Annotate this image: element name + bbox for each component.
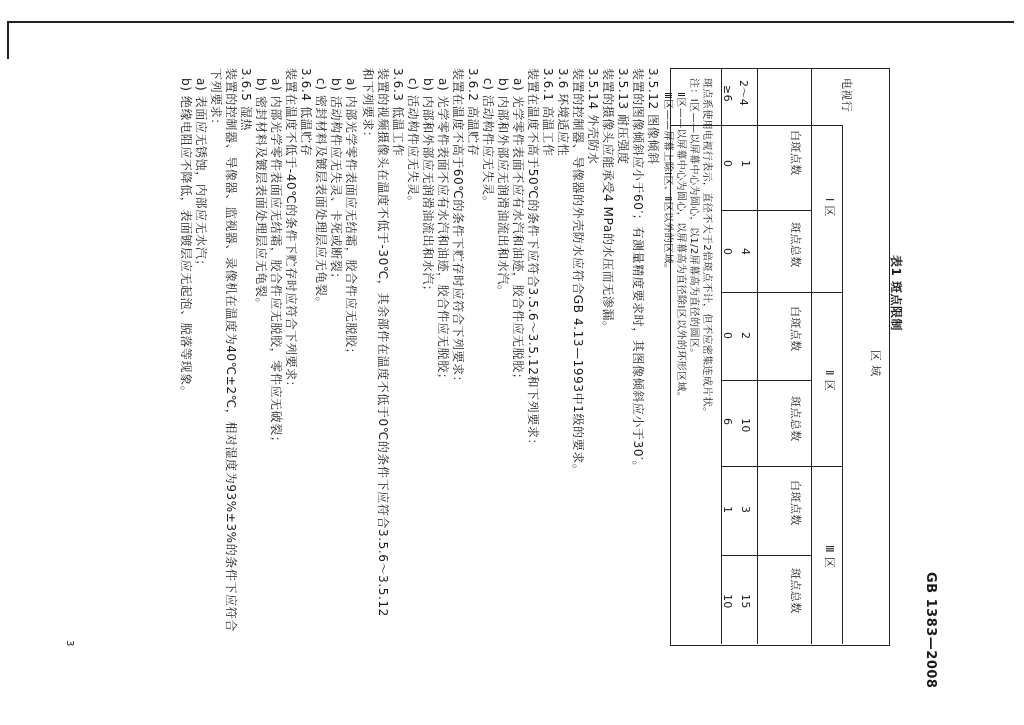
table-line bbox=[721, 68, 722, 644]
table-line bbox=[757, 68, 758, 644]
body-line: 装置在温度不低于-40℃的条件下贮存时应符合下列要求： bbox=[284, 68, 298, 394]
body-line: 装置的控制器、导像器的外壳防水应符合GB 4.13—1993中1级的要求。 bbox=[571, 68, 585, 477]
table-line bbox=[721, 292, 812, 293]
table-cell: 10 bbox=[721, 594, 734, 609]
row-label: ≥6 bbox=[721, 85, 734, 103]
table-line bbox=[721, 555, 812, 556]
col-header: 斑点总数 bbox=[789, 568, 802, 614]
body-line: 3.6 环境适应性 bbox=[556, 68, 570, 157]
body-line: 3.5.13 耐压强度 bbox=[616, 68, 630, 165]
top-rule bbox=[8, 21, 1014, 23]
col-header: 斑点总数 bbox=[789, 222, 802, 268]
table-caption: 表1 斑点限制 bbox=[889, 255, 903, 332]
table-cell: 6 bbox=[721, 418, 734, 426]
table-line bbox=[721, 210, 812, 211]
corner-mark bbox=[7, 21, 9, 59]
body-line: 装置在温度不高于60℃的条件下贮存时应符合下列要求： bbox=[451, 68, 465, 389]
table-line bbox=[721, 380, 812, 381]
table-cell: 0 bbox=[721, 248, 734, 256]
body-line: a) 光学零件表面不应有水汽和油迹，胶合件应无脱胶； bbox=[511, 78, 525, 386]
col-header: 白斑点数 bbox=[789, 480, 802, 526]
table-cell: 0 bbox=[721, 160, 734, 168]
table-cell: 1 bbox=[739, 160, 752, 168]
body-line: 3.6.4 低温贮存 bbox=[299, 68, 313, 157]
zone-label-1: Ⅰ 区 bbox=[823, 198, 836, 217]
standard-number: GB 1383—2008 bbox=[923, 572, 938, 689]
body-line: b) 内部和外部应无润滑油流出和水汽； bbox=[421, 78, 435, 298]
table-note: 注：Ⅰ区——以屏幕中心为圆心，以1/2屏幕高为直径的圆区。 bbox=[688, 78, 699, 359]
body-line: 下列要求： bbox=[209, 68, 223, 132]
table-row-header: 电视行 bbox=[840, 78, 853, 113]
body-line: 3.6.3 低温工作 bbox=[391, 68, 405, 157]
table-note: Ⅱ区——以屏幕中心为圆心，以屏幕高为直径除Ⅰ区以外的环形区域。 bbox=[675, 92, 686, 403]
body-line: c) 活动构件应无失灵。 bbox=[406, 78, 420, 209]
table-cell: 4 bbox=[739, 248, 752, 256]
body-line: 装置在温度不高于50℃的条件下应符合3.5.6～3.5.12和下列要求： bbox=[526, 68, 540, 452]
body-line: c) 密封材料及镀层表面处理层应无龟裂。 bbox=[314, 78, 328, 310]
body-line: 装置的视频摄像头在温度不低于-30℃，其余部件在温度不低于0℃的条件下应符合3.5.6～3.5.12 bbox=[376, 68, 390, 617]
table-cell: 3 bbox=[739, 506, 752, 514]
body-line: 3.5.14 外壳防水 bbox=[586, 68, 600, 165]
table-cell: 0 bbox=[721, 332, 734, 340]
body-line: c) 活动构件应无失灵。 bbox=[481, 78, 495, 209]
table-cell: 1 bbox=[721, 506, 734, 514]
col-header: 斑点总数 bbox=[789, 396, 802, 442]
zone-label-3: Ⅲ 区 bbox=[823, 545, 836, 569]
table-cell: 15 bbox=[739, 594, 752, 609]
body-line: a) 内部光学零件表面应无结霜，胶合件应无脱胶； bbox=[344, 78, 358, 361]
body-line: 装置的图像倾斜应小于60′；有测量精度要求时，其图像倾斜应小于30′。 bbox=[631, 68, 645, 473]
body-line: 装置的摄像头应能承受4 MPa的水压而无渗漏。 bbox=[601, 68, 615, 334]
body-line: a) 内部光学零件表面应无结霜，胶合件应无脱胶，零件应无破裂； bbox=[269, 78, 283, 449]
body-line: b) 绝缘电阻应不降低，表面镀层应无起泡、脱落等现象。 bbox=[179, 78, 193, 399]
table-line bbox=[842, 125, 843, 644]
body-line: a) 表面应无锈蚀，内部应无水汽； bbox=[194, 78, 208, 273]
body-line: b) 内部和外部应无润滑油流出和水汽。 bbox=[496, 78, 510, 298]
zone-label-2: Ⅱ 区 bbox=[823, 370, 836, 392]
body-line: 3.6.1 高温工作 bbox=[541, 68, 555, 157]
table-group-header: 区 域 bbox=[869, 350, 882, 377]
body-line: b) 活动构件应无失灵、卡死或断裂； bbox=[329, 78, 343, 285]
table-line bbox=[721, 466, 812, 467]
table-note: 斑点系使用电视行表示，直径不大于2倍斑点不计，但不应密集连成片状。 bbox=[701, 78, 712, 418]
row-label: 2～4 bbox=[737, 80, 750, 107]
body-line: 3.6.2 高温贮存 bbox=[466, 68, 480, 157]
page-number: 3 bbox=[64, 640, 75, 647]
table-note: Ⅲ区——屏幕上除Ⅰ区、Ⅱ区以外的区域。 bbox=[662, 92, 673, 275]
table-cell: 2 bbox=[739, 332, 752, 340]
body-line: 3.5.12 图像倾斜 bbox=[646, 68, 660, 165]
table-cell: 10 bbox=[739, 418, 752, 433]
body-line: 装置的控制器、导像器、监视器、录像机在温度为40℃±2℃，相对湿度为93%±3%的条件下应符合 bbox=[224, 68, 238, 632]
table-line bbox=[811, 68, 812, 644]
body-line: 3.6.5 湿热 bbox=[239, 68, 253, 132]
body-line: 和下列要求： bbox=[361, 68, 375, 144]
col-header: 白斑点数 bbox=[789, 130, 802, 176]
body-line: b) 密封材料及镀层表面处理层应无龟裂。 bbox=[254, 78, 268, 311]
col-header: 白斑点数 bbox=[789, 306, 802, 352]
body-line: a) 光学零件表面不应有水汽和油迹，胶合件应无脱胶； bbox=[436, 78, 450, 386]
